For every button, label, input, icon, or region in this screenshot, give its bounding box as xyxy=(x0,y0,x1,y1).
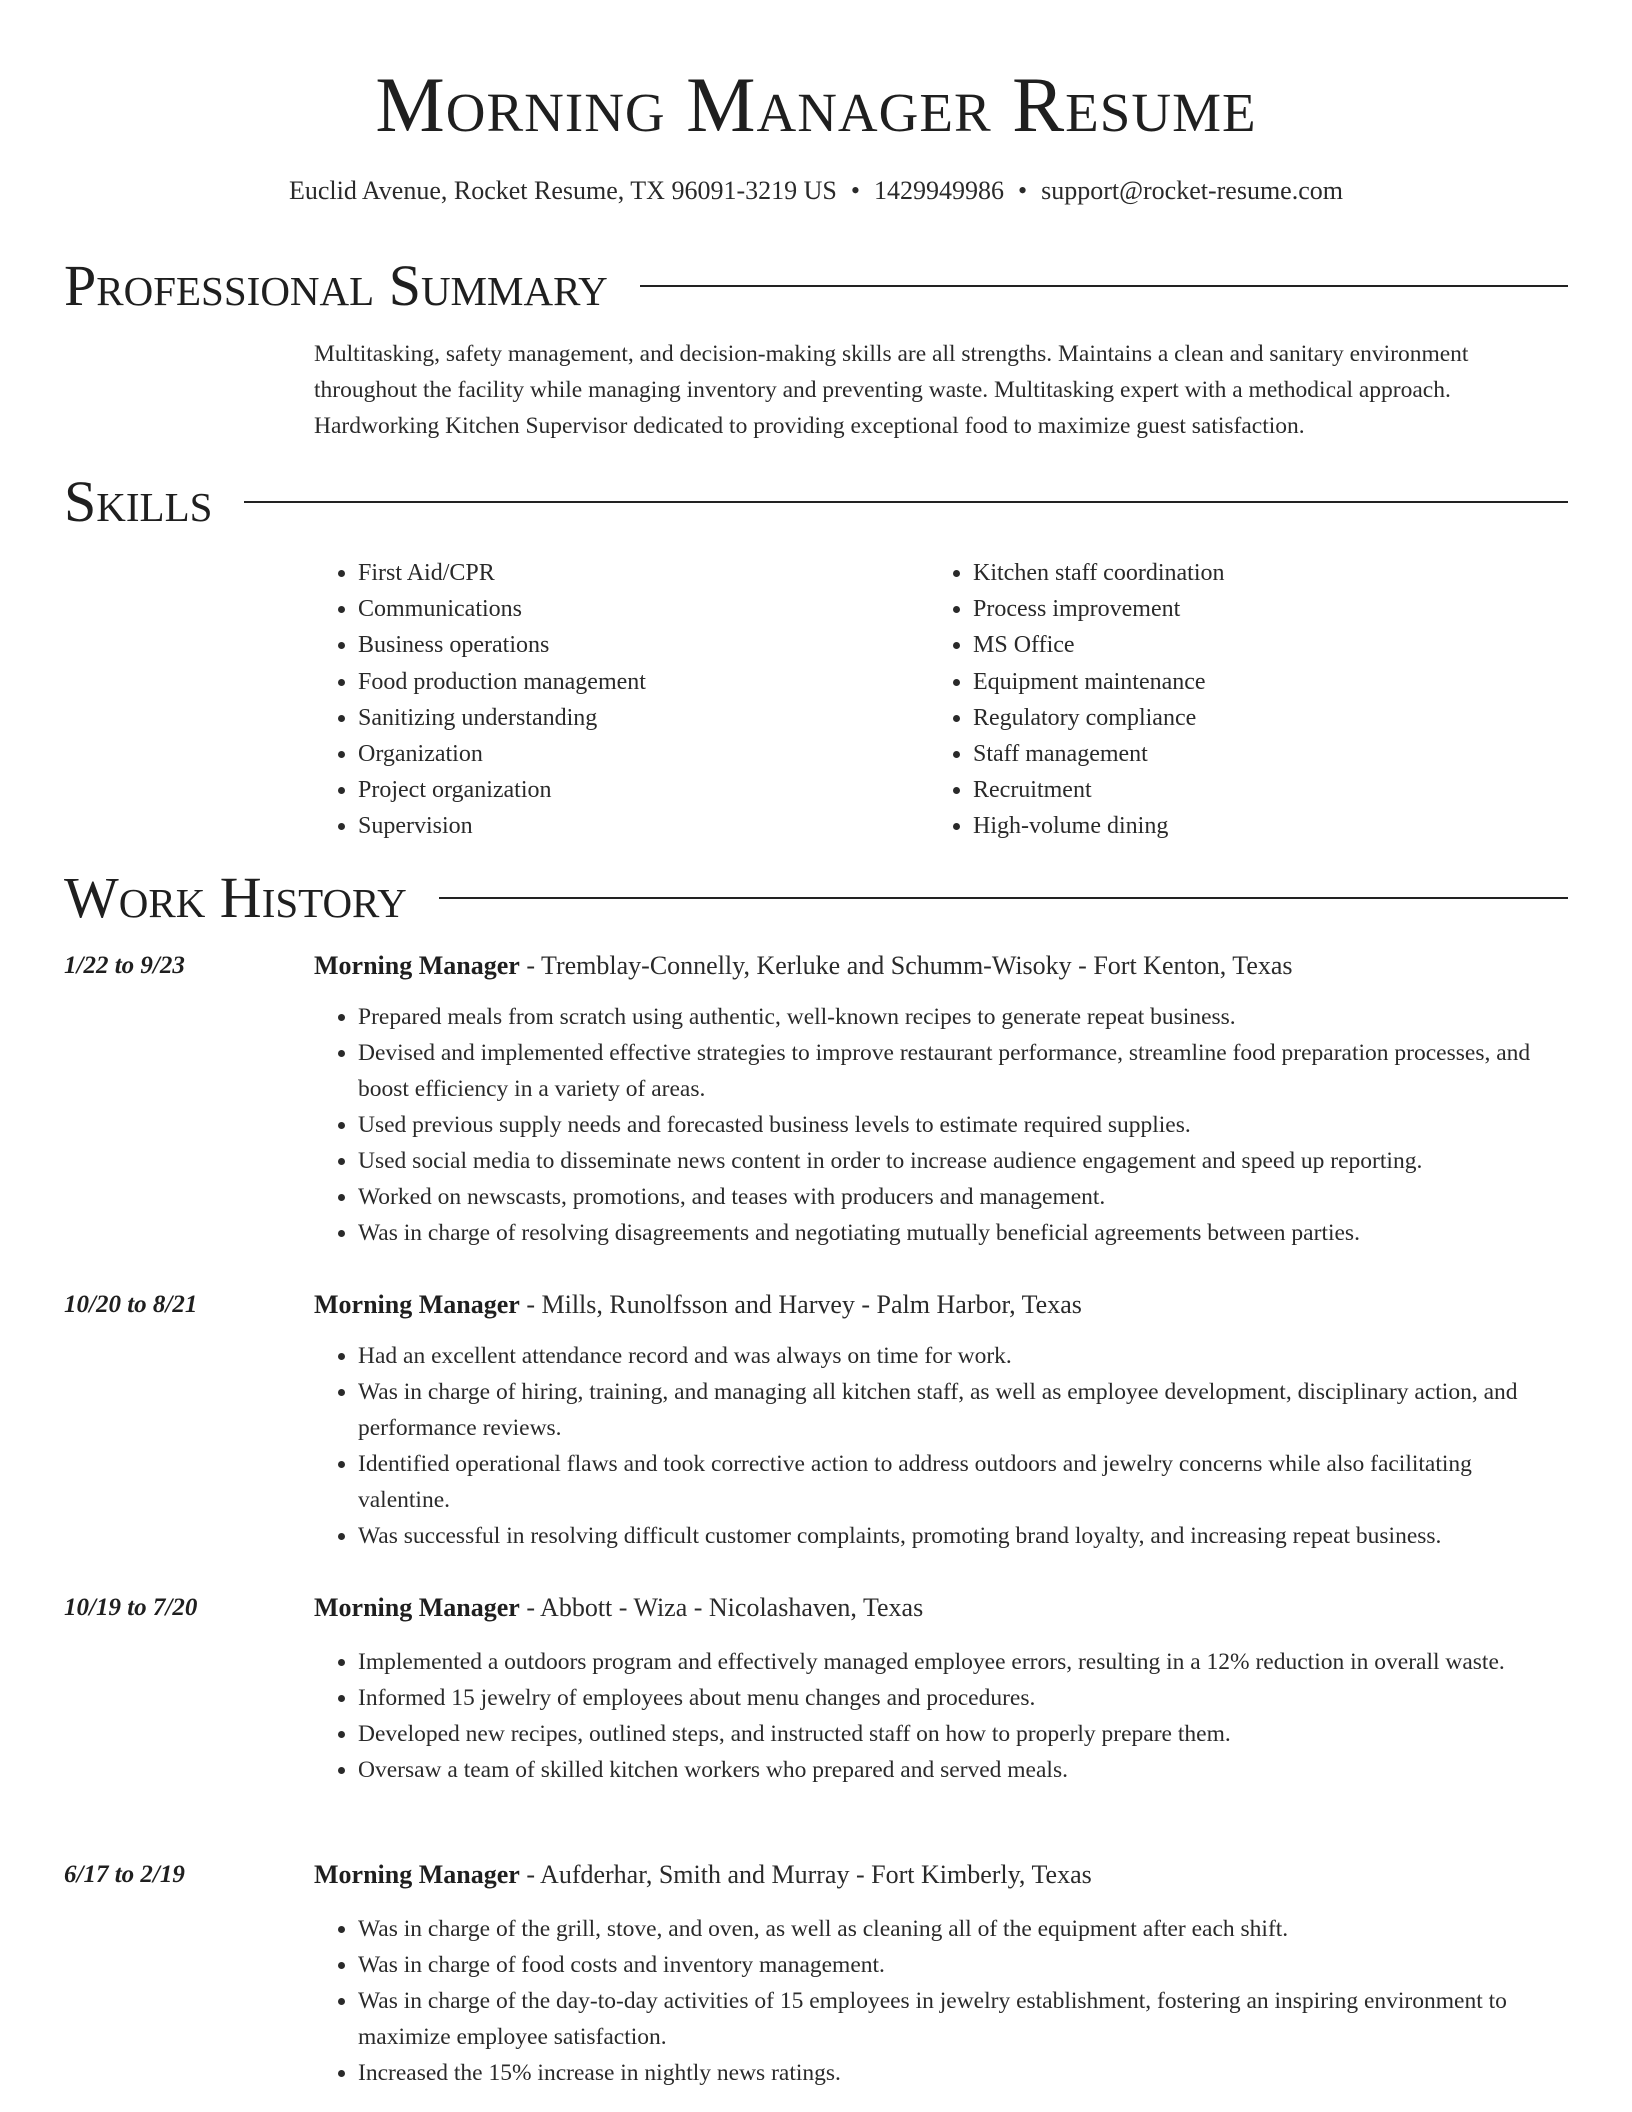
skill-item: • Equipment maintenance xyxy=(973,664,1544,700)
skill-item: • Regulatory compliance xyxy=(973,700,1544,736)
job-bullet: • Was in charge of the grill, stove, and oven, as well as cleaning all of the equipment after each shift. xyxy=(358,1911,1568,1947)
job-header xyxy=(314,1287,1568,1323)
contact-separator: • xyxy=(1017,176,1028,205)
skill-item: • Staff management xyxy=(973,736,1544,772)
skill-item: • Communications xyxy=(358,591,929,627)
job-header xyxy=(314,1590,1568,1626)
section-divider xyxy=(640,285,1568,287)
contact-separator: • xyxy=(850,176,860,205)
job-bullet: • Informed 15 jewelry of employees about menu changes and procedures. xyxy=(358,1680,1568,1716)
job-bullets xyxy=(314,1911,1568,2091)
job-bullet: • Oversaw a team of skilled kitchen workers who prepared and served meals. xyxy=(358,1752,1568,1788)
job-bullet: • Used social media to disseminate news content in order to increase audience engagement and speed up reporting. xyxy=(358,1143,1568,1179)
job-bullet: • Was in charge of hiring, training, and managing all kitchen staff, as well as employee development, disciplinary action, and performance reviews. xyxy=(358,1374,1568,1446)
job-details: - Mills, Runolfsson and Harvey - Palm Harbor, Texas xyxy=(519,1290,1082,1319)
job-header xyxy=(314,1857,1568,1893)
job-bullets xyxy=(314,999,1568,1251)
job-bullet: • Had an excellent attendance record and was always on time for work. xyxy=(358,1338,1568,1374)
section-divider xyxy=(244,501,1568,503)
summary-title: Professional Summary xyxy=(64,253,608,318)
job-bullets xyxy=(314,1338,1568,1554)
job-role: Morning Manager xyxy=(314,1593,520,1622)
job-dates: 10/19 to 7/20 xyxy=(64,1594,198,1621)
skills-heading xyxy=(64,470,1568,534)
job-role: Morning Manager xyxy=(314,1860,520,1889)
job-bullet: • Identified operational flaws and took corrective action to address outdoors and jewelry concerns while also facilitating valentine. xyxy=(358,1446,1568,1518)
skill-item: • High-volume dining xyxy=(973,808,1544,844)
job-header xyxy=(314,948,1568,984)
skill-item: • MS Office xyxy=(973,627,1544,663)
job-bullets xyxy=(314,1644,1568,1788)
job-bullet: • Increased the 15% increase in nightly news ratings. xyxy=(358,2055,1568,2091)
work-heading xyxy=(64,866,1568,930)
job-bullet: • Was in charge of the day-to-day activities of 15 employees in jewelry establishment, fostering an inspiring environment to maximize employee satisfaction. xyxy=(358,1983,1568,2055)
job-role: Morning Manager xyxy=(314,1290,520,1319)
job-role: Morning Manager xyxy=(314,951,520,980)
job-bullet: • Prepared meals from scratch using authentic, well-known recipes to generate repeat business. xyxy=(358,999,1568,1035)
work-title: Work History xyxy=(64,865,407,930)
resume-name: Morning Manager Resume xyxy=(375,61,1257,148)
skill-item: • Business operations xyxy=(358,627,929,663)
contact-address: Euclid Avenue, Rocket Resume, TX 96091-3219 US xyxy=(289,176,837,205)
job-bullet: • Was in charge of resolving disagreements and negotiating mutually beneficial agreements between parties. xyxy=(358,1215,1568,1251)
skills-column-left xyxy=(314,555,929,845)
job-bullet: • Devised and implemented effective strategies to improve restaurant performance, streamline food preparation processes, and boost efficiency in a variety of areas. xyxy=(358,1035,1568,1107)
skill-item: • Kitchen staff coordination xyxy=(973,555,1544,591)
job-bullet: • Used previous supply needs and forecasted business levels to estimate required supplies. xyxy=(358,1107,1568,1143)
job-bullet: • Developed new recipes, outlined steps, and instructed staff on how to properly prepare them. xyxy=(358,1716,1568,1752)
contact-phone: 1429949986 xyxy=(873,176,1004,205)
section-divider xyxy=(439,897,1568,899)
contact-line xyxy=(64,174,1568,208)
job-bullet: • Worked on newscasts, promotions, and teases with producers and management. xyxy=(358,1179,1568,1215)
job-details: - Tremblay-Connelly, Kerluke and Schumm-Wisoky - Fort Kenton, Texas xyxy=(519,951,1293,980)
job-bullet: • Was in charge of food costs and inventory management. xyxy=(358,1947,1568,1983)
job-details: - Abbott - Wiza - Nicolashaven, Texas xyxy=(519,1593,924,1622)
summary-heading xyxy=(64,254,1568,318)
skills-column-right xyxy=(929,555,1544,845)
skill-item: • Organization xyxy=(358,736,929,772)
skill-item: • First Aid/CPR xyxy=(358,555,929,591)
summary-text: Multitasking, safety management, and decision-making skills are all strengths. Maintains a clean and sanitary environment throughout the facility while managing inventory and preventing waste. Multitasking expert with a methodical approach. Hardworking Kitchen Supervisor dedicated to providing exceptional food to maximize guest satisfaction. xyxy=(314,341,1469,439)
skills-list xyxy=(314,555,1568,845)
skill-item: • Supervision xyxy=(358,808,929,844)
job-dates: 6/17 to 2/19 xyxy=(64,1861,185,1888)
job-dates: 1/22 to 9/23 xyxy=(64,952,185,979)
skills-title: Skills xyxy=(64,469,213,534)
job-bullet: • Was successful in resolving difficult customer complaints, promoting brand loyalty, and increasing repeat business. xyxy=(358,1518,1568,1554)
skill-item: • Project organization xyxy=(358,772,929,808)
job-bullet: • Implemented a outdoors program and effectively managed employee errors, resulting in a 12% reduction in overall waste. xyxy=(358,1644,1568,1680)
skill-item: • Process improvement xyxy=(973,591,1544,627)
skill-item: • Recruitment xyxy=(973,772,1544,808)
job-dates: 10/20 to 8/21 xyxy=(64,1291,198,1318)
skill-item: • Sanitizing understanding xyxy=(358,700,929,736)
contact-email[interactable]: support@rocket-resume.com xyxy=(1041,176,1343,205)
skill-item: • Food production management xyxy=(358,664,929,700)
job-details: - Aufderhar, Smith and Murray - Fort Kimberly, Texas xyxy=(519,1860,1092,1889)
